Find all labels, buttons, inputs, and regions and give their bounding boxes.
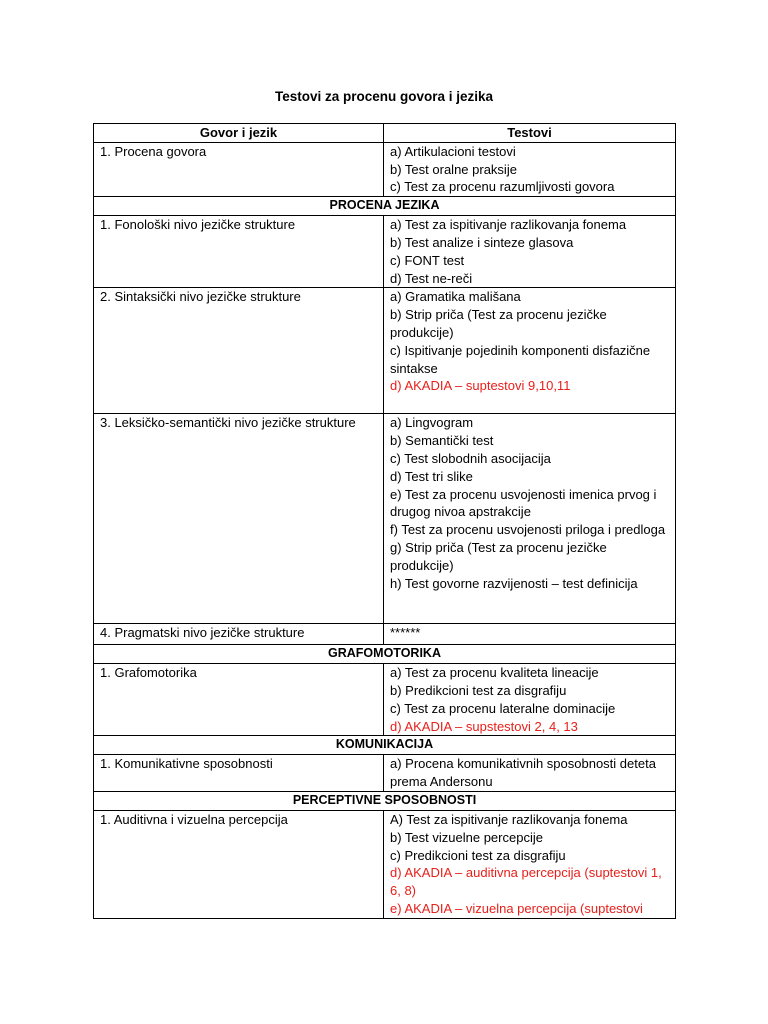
test-item: b) Semantički test	[390, 433, 494, 449]
page-title: Testovi za procenu govora i jezika	[274, 89, 494, 104]
section-row	[94, 791, 676, 810]
test-item-highlighted: e) AKADIA – vizuelna percepcija (suptestovi	[390, 900, 643, 916]
table-row	[94, 755, 676, 792]
test-item: a) Lingvogram	[390, 415, 474, 431]
test-item: c) FONT test	[390, 252, 465, 268]
area-cell: 3. Leksičko-semantički nivo jezičke strukture	[94, 414, 384, 624]
test-item: b) Strip priča (Test za procenu jezičke produkcije)	[390, 307, 607, 340]
test-item: c) Ispitivanje pojedinih komponenti disfazične sintakse	[390, 342, 651, 376]
tests-cell	[384, 624, 676, 645]
table-row	[94, 216, 676, 288]
tests-cell	[384, 216, 676, 288]
test-item: a) Artikulacioni testovi	[390, 143, 516, 159]
test-item: b) Test vizuelne percepcije	[390, 829, 543, 845]
section-row	[94, 736, 676, 755]
section-heading: PERCEPTIVNE SPOSOBNOSTI	[94, 791, 676, 810]
area-cell: 1. Grafomotorika	[94, 664, 384, 736]
test-item: c) Test za procenu razumljivosti govora	[390, 179, 615, 195]
test-item: a) Test za ispitivanje razlikovanja fonema	[390, 217, 627, 233]
test-item: b) Predikcioni test za disgrafiju	[390, 682, 567, 698]
test-item: e) Test za procenu usvojenosti imenica prvog i drugog nivoa apstrakcije	[390, 486, 657, 520]
column-header-area: Govor i jezik	[94, 124, 384, 143]
tests-table	[93, 123, 676, 919]
test-item: a) Procena komunikativnih sposobnosti deteta prema Andersonu	[390, 756, 656, 790]
tests-cell	[384, 288, 676, 414]
tests-cell	[384, 142, 676, 196]
table-body	[94, 142, 676, 918]
test-item: ******	[390, 625, 421, 641]
area-cell: 4. Pragmatski nivo jezičke strukture	[94, 624, 384, 645]
test-item: d) Test ne-reči	[390, 270, 473, 286]
test-item: c) Test slobodnih asocijacija	[390, 450, 551, 466]
tests-cell	[384, 810, 676, 918]
section-heading: PROCENA JEZIKA	[94, 197, 676, 216]
table-row	[94, 288, 676, 414]
test-item: a) Test za procenu kvaliteta lineacije	[390, 665, 599, 681]
test-item: c) Predikcioni test za disgrafiju	[390, 847, 566, 863]
section-row	[94, 645, 676, 664]
area-cell: 2. Sintaksički nivo jezičke strukture	[94, 288, 384, 414]
tests-cell	[384, 664, 676, 736]
test-item: h) Test govorne razvijenosti – test definicija	[390, 575, 638, 591]
table-header-row	[94, 124, 676, 143]
table-row	[94, 664, 676, 736]
test-item: a) Gramatika mališana	[390, 289, 521, 305]
test-item: f) Test za procenu usvojenosti priloga i predloga	[390, 522, 666, 538]
test-item: c) Test za procenu lateralne dominacije	[390, 700, 616, 716]
tests-cell	[384, 755, 676, 792]
area-cell: 1. Procena govora	[94, 142, 384, 196]
test-item: b) Test analize i sinteze glasova	[390, 234, 574, 250]
test-item: d) Test tri slike	[390, 468, 473, 484]
area-cell: 1. Komunikativne sposobnosti	[94, 755, 384, 792]
table-row	[94, 142, 676, 196]
test-item-highlighted: d) AKADIA – suptestovi 9,10,11	[390, 378, 571, 394]
test-item-highlighted: d) AKADIA – auditivna percepcija (suptestovi 1, 6, 8)	[390, 865, 662, 899]
test-item: g) Strip priča (Test za procenu jezičke produkcije)	[390, 539, 607, 573]
tests-cell	[384, 414, 676, 624]
table-row	[94, 810, 676, 918]
section-row	[94, 197, 676, 216]
section-heading: GRAFOMOTORIKA	[94, 645, 676, 664]
table-row	[94, 414, 676, 624]
area-cell: 1. Fonološki nivo jezičke strukture	[94, 216, 384, 288]
test-item-highlighted: d) AKADIA – supstestovi 2, 4, 13	[390, 718, 578, 734]
table-row	[94, 624, 676, 645]
area-cell: 1. Auditivna i vizuelna percepcija	[94, 810, 384, 918]
section-heading: KOMUNIKACIJA	[94, 736, 676, 755]
test-item: b) Test oralne praksije	[390, 161, 517, 177]
test-item: A) Test za ispitivanje razlikovanja fonema	[390, 811, 628, 827]
column-header-tests: Testovi	[384, 124, 676, 143]
